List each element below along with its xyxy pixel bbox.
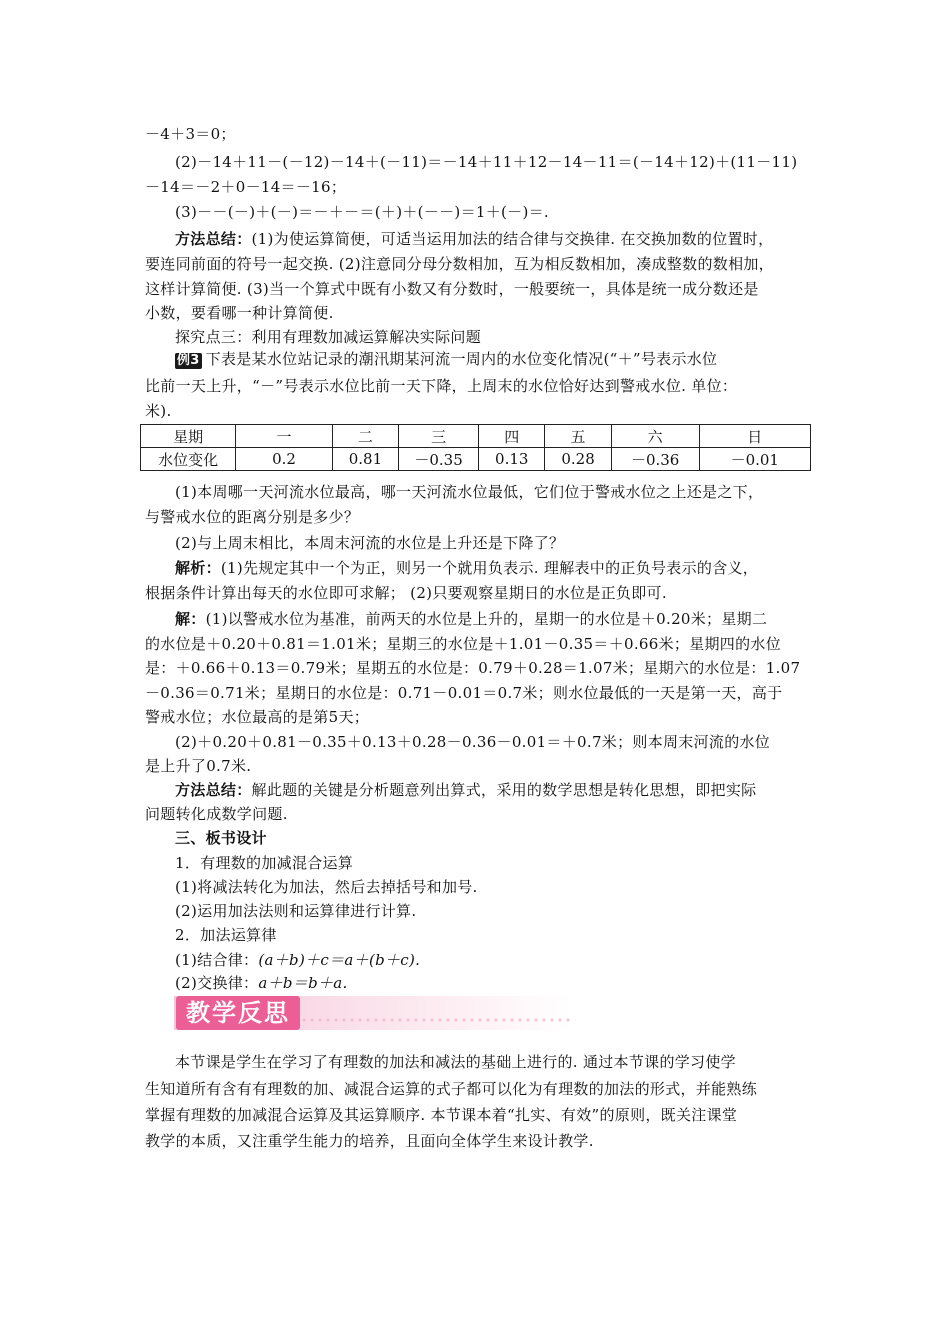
- banner-decoration: [300, 1016, 570, 1026]
- question-2: (2)与上周末相比，本周末河流的水位是上升还是下降了？: [175, 534, 565, 552]
- table-cell: －0.01: [699, 448, 810, 471]
- section-heading: 探究点三：利用有理数加减运算解决实际问题: [175, 328, 482, 346]
- method-summary-label: 方法总结：: [175, 781, 252, 799]
- table-cell: 四: [479, 425, 545, 448]
- text-line: 2．加法运算律: [175, 926, 277, 944]
- table-cell: －0.35: [399, 448, 479, 471]
- text-line: 比前一天上升，“－”号表示水位比前一天下降，上周末的水位恰好达到警戒水位. 单位：: [145, 377, 738, 395]
- table-cell: 0.81: [332, 448, 398, 471]
- text-line: (2)－14＋11－(－12)－14＋(－11)＝－14＋11＋12－14－11＝(－14＋12)＋(11－11): [175, 153, 798, 171]
- text-line: 问题转化成数学问题.: [145, 805, 288, 823]
- solution-label: 解：: [175, 610, 206, 628]
- table-cell: 日: [699, 425, 810, 448]
- table-cell: 三: [399, 425, 479, 448]
- table-cell: 五: [545, 425, 611, 448]
- formula-label: (2)交换律：: [175, 974, 259, 992]
- example-3-line: [175, 348, 717, 370]
- analysis-line: [175, 557, 758, 579]
- analysis-label: 解析：: [175, 559, 221, 577]
- analysis-text: (1)先规定其中一个为正，则另一个就用负表示. 理解表中的正负号表示的含义，: [220, 559, 759, 577]
- text-line: 1．有理数的加减混合运算: [175, 854, 354, 872]
- formula-label: (1)结合律：: [175, 951, 259, 969]
- solution-text: (1)以警戒水位为基准，前两天的水位是上升的，星期一的水位是＋0.20米；星期二: [205, 610, 768, 628]
- text-line: (2)运用加法法则和运算律进行计算.: [175, 902, 417, 920]
- table-cell: 0.13: [479, 448, 545, 471]
- example-badge: 例3: [177, 353, 200, 368]
- text-line: 米).: [145, 402, 172, 420]
- text-line: 与警戒水位的距离分别是多少？: [145, 508, 360, 526]
- text-line: 的水位是＋0.20＋0.81＝1.01米；星期三的水位是＋1.01－0.35＝＋0.66米；星期四的水位: [145, 635, 781, 653]
- table-cell: 星期: [141, 425, 236, 448]
- formula: (a＋b)＋c＝a＋(b＋c).: [258, 951, 421, 969]
- text-line: －0.36＝0.71米；星期日的水位是：0.71－0.01＝0.7米；则水位最低的一天是第一天，高于: [145, 684, 783, 702]
- text-line: 小数，要看哪一种计算简便.: [145, 304, 334, 322]
- text-line: (1)将减法转化为加法，然后去掉括号和加号.: [175, 878, 478, 896]
- text-line: 要连同前面的符号一起交换. (2)注意同分母分数相加，互为相反数相加，凑成整数的数相加，: [145, 255, 774, 273]
- method-summary-2: [175, 779, 756, 801]
- text-line: 是：＋0.66＋0.13＝0.79米；星期五的水位是：0.79＋0.28＝1.07米；星期六的水位是：1.07: [145, 659, 801, 677]
- formula: a＋b＝b＋a.: [258, 974, 348, 992]
- question-1: (1)本周哪一天河流水位最高，哪一天河流水位最低，它们位于警戒水位之上还是之下，: [175, 483, 764, 501]
- text-line: 根据条件计算出每天的水位即可求解； (2)只要观察星期日的水位是正负即可.: [145, 584, 667, 602]
- text-line: －4＋3＝0；: [145, 125, 236, 143]
- banner-title: 教学反思: [176, 996, 300, 1030]
- table-cell: 二: [332, 425, 398, 448]
- solution-line: [175, 608, 767, 630]
- text-line: 警戒水位；水位最高的是第5天；: [145, 708, 370, 726]
- table-row: [141, 448, 811, 471]
- text-line: 是上升了0.7米.: [145, 757, 252, 775]
- formula-line: [175, 972, 348, 994]
- text-line: 教学的本质，又注重学生能力的培养，且面向全体学生来设计教学.: [145, 1132, 594, 1150]
- example-text: 下表是某水位站记录的潮汛期某河流一周内的水位变化情况(“＋”号表示水位: [205, 350, 718, 368]
- method-summary-text: (1)为使运算简便，可适当运用加法的结合律与交换律. 在交换加数的位置时，: [251, 230, 774, 248]
- text-line: 这样计算简便. (3)当一个算式中既有小数又有分数时，一般要统一，具体是统一成分数还是: [145, 280, 759, 298]
- water-level-table: [140, 424, 811, 471]
- table-cell: 0.2: [236, 448, 332, 471]
- formula-line: [175, 949, 420, 971]
- method-summary-text: 解此题的关键是分析题意列出算式，采用的数学思想是转化思想，即把实际: [251, 781, 757, 799]
- method-summary-label: 方法总结：: [175, 230, 252, 248]
- section-heading: 三、板书设计: [175, 829, 267, 847]
- table-cell: 水位变化: [141, 448, 236, 471]
- table-cell: 六: [611, 425, 699, 448]
- table-cell: 一: [236, 425, 332, 448]
- table-cell: －0.36: [611, 448, 699, 471]
- table-cell: 0.28: [545, 448, 611, 471]
- table-header-row: [141, 425, 811, 448]
- text-line: (2)＋0.20＋0.81－0.35＋0.13＋0.28－0.36－0.01＝＋0.7米；则本周末河流的水位: [175, 733, 771, 751]
- text-line: 生知道所有含有有理数的加、减混合运算的式子都可以化为有理数的加法的形式，并能熟练: [145, 1080, 758, 1098]
- text-line: (3)－－(－)＋(－)＝－＋－＝(＋)＋(－－)＝1＋(－)＝.: [175, 203, 549, 221]
- text-line: 掌握有理数的加减混合运算及其运算顺序. 本节课本着“扎实、有效”的原则，既关注课堂: [145, 1106, 738, 1124]
- text-line: －14＝－2＋0－14＝－16；: [145, 178, 347, 196]
- method-summary-1: [175, 228, 773, 250]
- reflection-text: 本节课是学生在学习了有理数的加法和减法的基础上进行的. 通过本节课的学习使学: [175, 1053, 736, 1071]
